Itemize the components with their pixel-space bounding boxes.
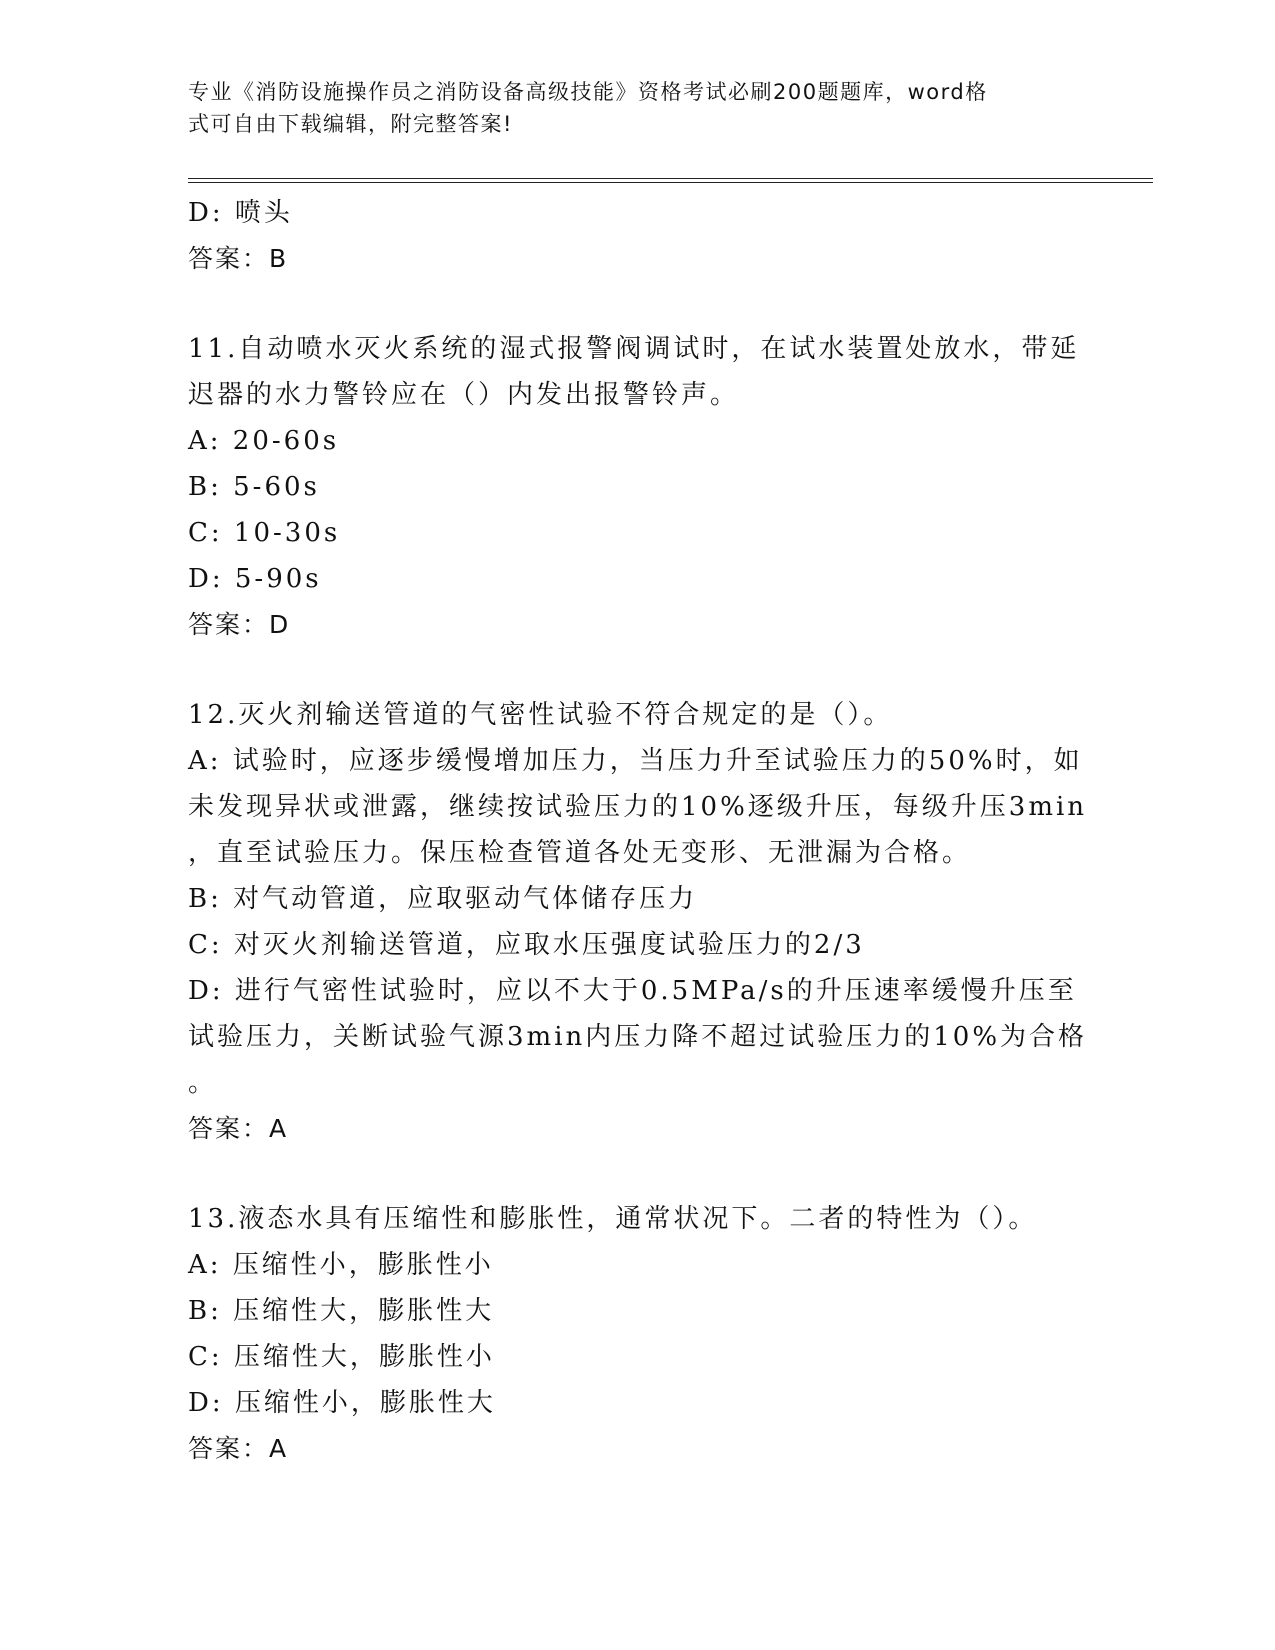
question-13: [188, 1196, 1088, 1472]
option-c: C: 压缩性大，膨胀性小: [188, 1342, 495, 1372]
question-stem-line: 迟器的水力警铃应在（）内发出报警铃声。: [188, 380, 740, 410]
option-d: D: 压缩性小，膨胀性大: [188, 1388, 496, 1418]
question-11: [188, 326, 1088, 648]
option-a-line: ，直至试验压力。保压检查管道各处无变形、无泄漏为合格。: [188, 838, 972, 868]
option-d-line: 试验压力，关断试验气源3min内压力降不超过试验压力的10%为合格: [188, 1022, 1088, 1052]
answer-line: 答案：A: [188, 1114, 289, 1143]
option-a-line: 未发现异状或泄露，继续按试验压力的10%逐级升压，每级升压3min: [188, 792, 1088, 822]
header-line-1: 专业《消防设施操作员之消防设备高级技能》资格考试必刷200题题库，word格: [188, 80, 988, 104]
option-a-line: A: 试验时，应逐步缓慢增加压力，当压力升至试验压力的50%时，如: [188, 746, 1083, 776]
option-b: B: 5-60s: [188, 472, 320, 502]
question-stem: 12.灭火剂输送管道的气密性试验不符合规定的是（）。: [188, 700, 893, 730]
question-stem: 13.液态水具有压缩性和膨胀性，通常状况下。二者的特性为（）。: [188, 1204, 1038, 1234]
prev-question: [188, 190, 1088, 282]
question-list: [188, 190, 1088, 1472]
header-line-2: 式可自由下载编辑，附完整答案!: [188, 112, 513, 136]
option-c: C: 10-30s: [188, 518, 341, 548]
header-rule-bottom: [188, 182, 1153, 183]
option-a: [188, 738, 1088, 876]
spacer: [188, 282, 1088, 326]
option-c: C: 对灭火剂输送管道，应取水压强度试验压力的2/3: [188, 930, 865, 960]
spacer: [188, 648, 1088, 692]
option-d-line: 。: [188, 1068, 218, 1098]
option-d: D: 5-90s: [188, 564, 322, 594]
answer-line: 答案：B: [188, 244, 289, 273]
option-d: [188, 968, 1088, 1106]
option-a: A: 20-60s: [188, 426, 340, 456]
option-b: B: 对气动管道，应取驱动气体储存压力: [188, 884, 698, 914]
option-d-line: D: 进行气密性试验时，应以不大于0.5MPa/s的升压速率缓慢升压至: [188, 976, 1077, 1006]
option-b: B: 压缩性大，膨胀性大: [188, 1296, 495, 1326]
option-d: D: 喷头: [188, 198, 293, 228]
header-rule-top: [188, 178, 1153, 179]
question-12: [188, 692, 1088, 1152]
option-a: A: 压缩性小，膨胀性小: [188, 1250, 494, 1280]
spacer: [188, 1152, 1088, 1196]
answer-line: 答案：A: [188, 1434, 289, 1463]
document-header: [188, 76, 1068, 140]
answer-line: 答案：D: [188, 610, 291, 639]
question-stem-line: 11.自动喷水灭火系统的湿式报警阀调试时，在试水装置处放水，带延: [188, 334, 1080, 364]
